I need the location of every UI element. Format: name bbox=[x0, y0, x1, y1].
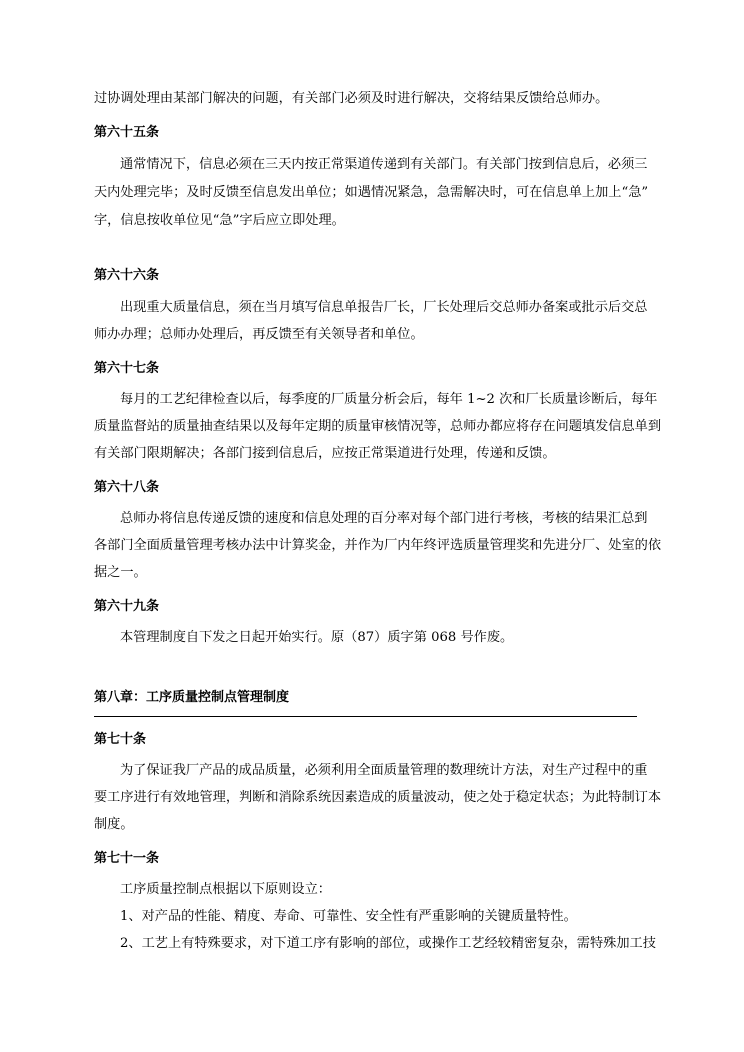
list-item: 1、对产品的性能、精度、寿命、可靠性、安全性有严重影响的关键质量特性。 bbox=[120, 909, 577, 924]
paragraph-line: 过协调处理由某部门解决的问题，有关部门必须及时进行解决，交将结果反馈给总师办。 bbox=[94, 91, 609, 106]
article-heading-69: 第六十九条 bbox=[94, 599, 160, 614]
paragraph-line: 为了保证我厂产品的成品质量，必须利用全面质量管理的数理统计方法，对生产过程中的重 bbox=[120, 763, 648, 778]
paragraph-line: 总师办将信息传递反馈的速度和信息处理的百分率对每个部门进行考核，考核的结果汇总到 bbox=[120, 511, 648, 526]
article-heading-71: 第七十一条 bbox=[94, 851, 160, 866]
paragraph-line: 出现重大质量信息，须在当月填写信息单报告厂长，厂长处理后交总师办备案或批示后交总 bbox=[120, 300, 648, 315]
article-heading-68: 第六十八条 bbox=[94, 480, 160, 495]
chapter-heading-8: 第八章：工序质量控制点管理制度 bbox=[94, 690, 290, 705]
paragraph-line: 各部门全面质量管理考核办法中计算奖金，并作为厂内年终评选质量管理奖和先进分厂、处室的依 bbox=[94, 538, 662, 553]
article-heading-70: 第七十条 bbox=[94, 732, 147, 747]
paragraph-line: 工序质量控制点根据以下原则设立： bbox=[120, 882, 331, 897]
paragraph-line: 有关部门限期解决；各部门接到信息后，应按正常渠道进行处理，传递和反馈。 bbox=[94, 446, 556, 461]
article-heading-67: 第六十七条 bbox=[94, 361, 160, 376]
article-heading-66: 第六十六条 bbox=[94, 268, 160, 283]
paragraph-line: 通常情况下，信息必须在三天内按正常渠道传递到有关部门。有关部门按到信息后，必须三 bbox=[120, 157, 648, 172]
paragraph-line: 字，信息按收单位见“急”字后应立即处理。 bbox=[94, 213, 345, 228]
paragraph-line: 天内处理完毕；及时反馈至信息发出单位；如遇情况紧急，急需解决时，可在信息单上加上“急” bbox=[94, 185, 649, 200]
chapter-divider bbox=[94, 716, 637, 717]
article-heading-65: 第六十五条 bbox=[94, 125, 160, 140]
paragraph-line: 制度。 bbox=[94, 817, 134, 832]
paragraph-line: 要工序进行有效地管理，判断和消除系统因素造成的质量波动，使之处于稳定状态；为此特制订本 bbox=[94, 790, 662, 805]
paragraph-line: 师办办理；总师办处理后，再反馈至有关领导者和单位。 bbox=[94, 327, 424, 342]
paragraph-line: 质量监督站的质量抽查结果以及每年定期的质量审核情况等，总师办都应将存在问题填发信息单到 bbox=[94, 419, 662, 434]
paragraph-line: 本管理制度自下发之日起开始实行。原（87）质字第 068 号作废。 bbox=[120, 630, 514, 645]
list-item: 2、工艺上有特殊要求，对下道工序有影响的部位，或操作工艺经较精密复杂，需特殊加工技 bbox=[120, 936, 656, 951]
paragraph-line: 每月的工艺纪律检查以后，每季度的厂质量分析会后，每年 1~2 次和厂长质量诊断后，每年 bbox=[120, 392, 658, 407]
paragraph-line: 据之一。 bbox=[94, 565, 147, 580]
